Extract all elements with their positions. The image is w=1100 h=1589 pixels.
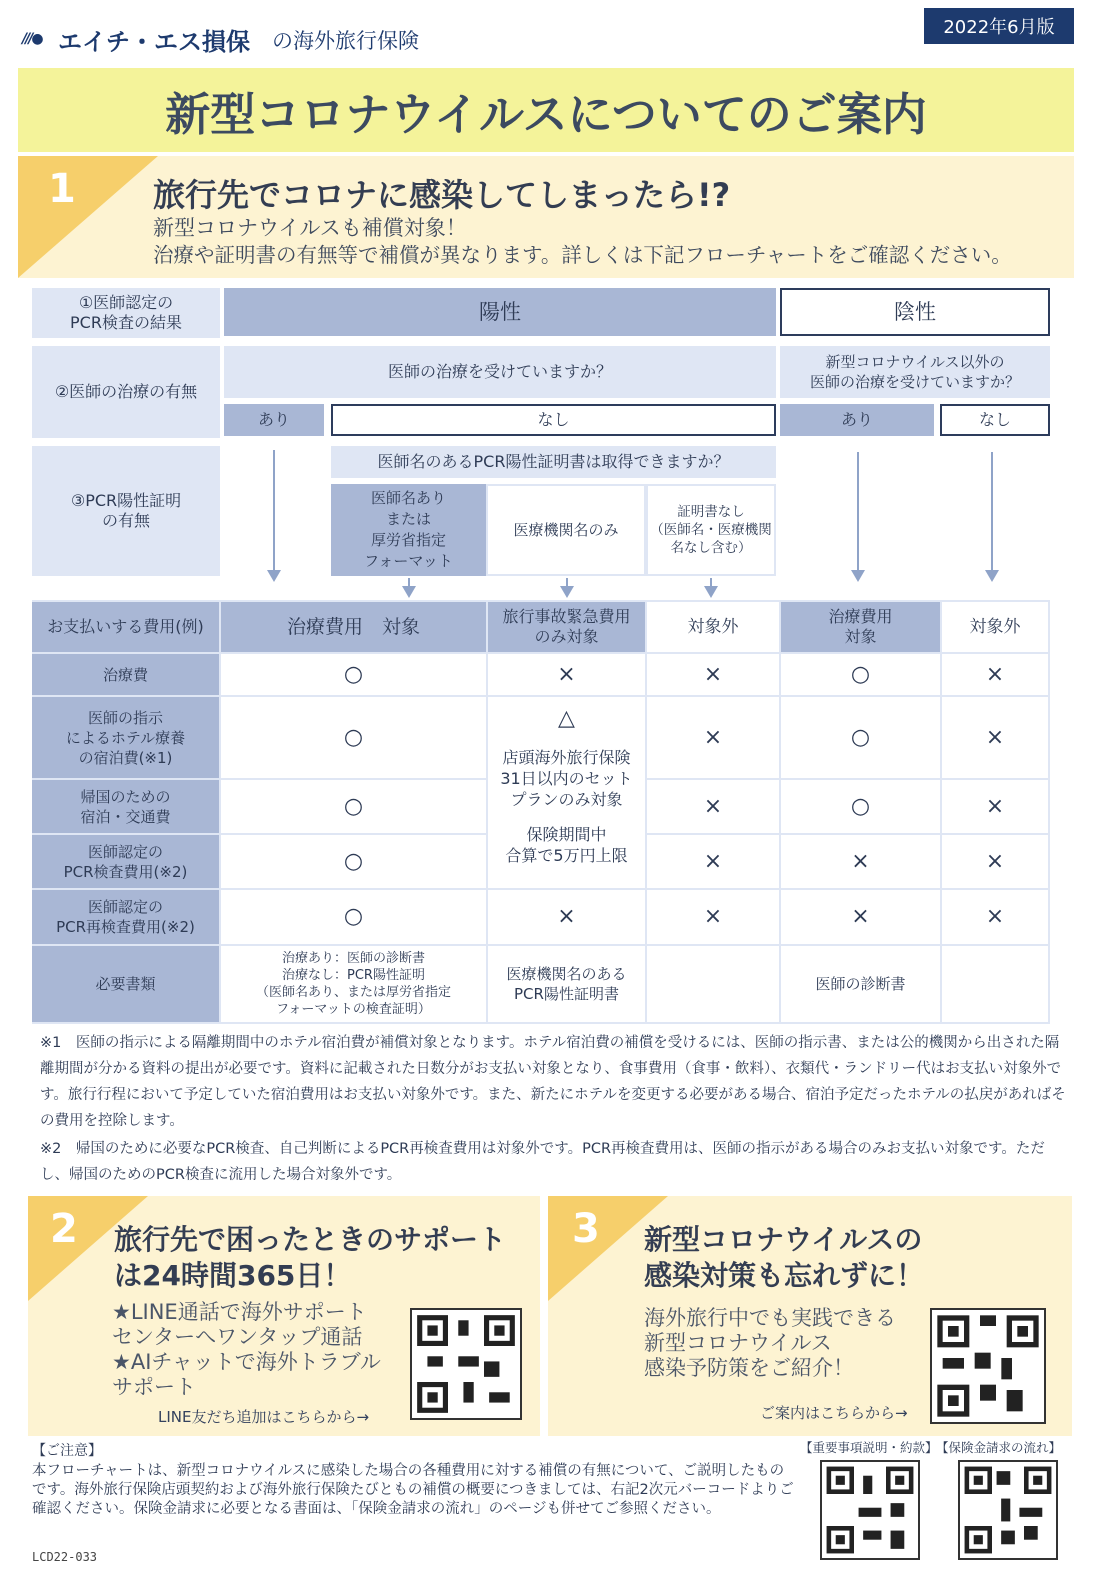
negative-header: 陰性 <box>780 288 1050 336</box>
qr-code-guide[interactable] <box>930 1308 1046 1424</box>
merged-emergency-cell <box>488 697 645 888</box>
q2-positive-question: 医師の治療を受けていますか？ <box>224 346 776 398</box>
section-2-number: 2 <box>50 1206 78 1252</box>
neg-no-treatment: なし <box>940 404 1050 436</box>
docs-col5-empty <box>942 946 1048 1022</box>
table-cell: ○ <box>781 780 940 833</box>
docs-col3-empty <box>647 946 779 1022</box>
footnote-2: ※2 帰国のために必要なPCR検査、自己判断によるPCR再検査費用は対象外です。PCR再検査費用は、医師の指示がある場合のみお支払い対象です。ただし、帰国のためのPCR検査に流用した場合対象外です。 <box>40 1141 1045 1183</box>
q3-question: 医師名のあるPCR陽性証明書は取得できますか？ <box>331 446 776 478</box>
section-3-heading: 新型コロナウイルスの 感染対策も忘れずに！ <box>644 1223 925 1292</box>
table-cell: × <box>647 835 779 888</box>
table-cell: × <box>647 654 779 695</box>
brand-logo-mark: ///● <box>22 31 42 47</box>
table-header-col5: 対象外 <box>942 602 1048 652</box>
caution-body: 本フローチャートは、新型コロナウイルスに感染した場合の各種費用に対する補償の有無について、ご説明したものです。海外旅行保険店頭契約および海外旅行保険たびともの補償の概要につきましては、右記2次元バーコードよりご確認ください。保険金請求に必要となる書面は、「保険金請求の流れ」のページも併せてご参照ください。 <box>32 1463 794 1517</box>
qr-pattern <box>822 1462 918 1558</box>
flow-arrow-4 <box>710 578 712 596</box>
qr-pattern <box>932 1310 1044 1422</box>
table-cell: × <box>942 835 1048 888</box>
option-institution-only: 医療機関名のみ <box>486 484 646 576</box>
section-1-triangle <box>18 156 158 278</box>
option-no-certificate: 証明書なし （医師名・医療機関 名なし含む） <box>646 484 776 576</box>
qr-code-claims[interactable] <box>958 1460 1058 1560</box>
docs-col1: 治療あり：医師の診断書 治療なし：PCR陽性証明 （医師名あり、または厚労省指定 フォーマットの検査証明） <box>221 946 486 1022</box>
pos-yes-treatment: あり <box>224 404 324 436</box>
footnote-1: ※1 医師の指示による隔離期間中のホテル宿泊費が補償対象となります。ホテル宿泊費の補償を受けるには、医師の指示書、または公的機関から出された隔離期間が分かる資料の提出が必要です。資料に記載された日数分がお支払い対象となり、食事費用（食事・飲料）、衣類代・ランドリー代はお支払い対象外です。旅行行程において予定していた宿泊費用はお支払い対象外です。また、新たにホテルを変更する必要がある場合、宿泊予定だったホテルの払戻があればその費用を控除します。 <box>40 1035 1066 1129</box>
line-friend-link[interactable]: LINE友だち追加はこちらから→ <box>158 1408 370 1426</box>
table-cell: × <box>942 890 1048 944</box>
table-header-col4: 治療費用 対象 <box>781 602 940 652</box>
table-cell: ○ <box>221 780 486 833</box>
table-cell: × <box>647 780 779 833</box>
table-cell: × <box>781 890 940 944</box>
table-cell: × <box>647 890 779 944</box>
flow-arrow-1 <box>273 450 275 580</box>
table-cell: × <box>942 654 1048 695</box>
table-cell: ○ <box>221 890 486 944</box>
q2-label: ②医師の治療の有無 <box>32 346 220 438</box>
section-2-heading: 旅行先で困ったときのサポート は24時間365日！ <box>114 1223 507 1292</box>
section-2-body: ★LINE通話で海外サポート センターへワンタップ通話 ★AIチャットで海外トラブル サポート <box>112 1300 381 1399</box>
table-cell: × <box>647 697 779 778</box>
pos-no-treatment: なし <box>331 404 776 436</box>
table-cell: ○ <box>221 654 486 695</box>
qr-pattern <box>960 1462 1056 1558</box>
qr-label-claims: 【保険金請求の流れ】 <box>936 1440 1062 1455</box>
row-label-pcr-retest: 医師認定の PCR再検査費用(※2) <box>32 890 219 944</box>
docs-col4: 医師の診断書 <box>781 946 940 1022</box>
table-cell: ○ <box>781 697 940 778</box>
row-label-treatment: 治療費 <box>32 654 219 695</box>
table-cell: × <box>942 780 1048 833</box>
table-cell: × <box>488 654 645 695</box>
guide-link[interactable]: ご案内はこちらから→ <box>760 1404 908 1422</box>
table-cell: × <box>781 835 940 888</box>
merged-text-limit: 保険期間中 合算で5万円上限 <box>505 825 628 865</box>
section-3-body: 海外旅行中でも実践できる 新型コロナウイルス 感染予防策をご紹介！ <box>644 1306 896 1380</box>
table-cell: × <box>942 697 1048 778</box>
table-cell: ○ <box>221 697 486 778</box>
table-header-col1: 治療費用 対象 <box>221 602 486 652</box>
positive-header: 陽性 <box>224 288 776 336</box>
section-3-number: 3 <box>572 1206 600 1252</box>
document-code: LCD22-033 <box>32 1550 98 1564</box>
merged-text-plan: 店頭海外旅行保険 31日以内のセット プランのみ対象 <box>500 748 633 809</box>
edition-date-badge: 2022年6月版 <box>924 8 1074 44</box>
row-label-documents: 必要書類 <box>32 946 219 1022</box>
qr-label-terms: 【重要事項説明・約款】 <box>800 1440 938 1455</box>
section-1-heading: 旅行先でコロナに感染してしまったら!? <box>153 176 731 214</box>
docs-col2: 医療機関名のある PCR陽性証明書 <box>488 946 645 1022</box>
brand-name: エイチ・エス損保 <box>58 28 250 56</box>
row-label-pcr: 医師認定の PCR検査費用(※2) <box>32 835 219 888</box>
table-cell: ○ <box>221 835 486 888</box>
section-1-number: 1 <box>48 166 76 212</box>
qr-pattern <box>412 1310 520 1418</box>
q2-negative-question: 新型コロナウイルス以外の 医師の治療を受けていますか？ <box>780 346 1050 398</box>
flow-arrow-2 <box>408 578 410 596</box>
table-cell: ○ <box>781 654 940 695</box>
table-header-col2: 旅行事故緊急費用 のみ対象 <box>488 602 645 652</box>
flow-arrow-6 <box>991 452 993 580</box>
flow-arrow-5 <box>857 452 859 580</box>
page-title: 新型コロナウイルスについてのご案内 <box>165 87 927 141</box>
qr-code-line[interactable] <box>410 1308 522 1420</box>
table-cell: × <box>488 890 645 944</box>
qr-code-terms[interactable] <box>820 1460 920 1560</box>
flow-arrow-3 <box>566 578 568 596</box>
section-1-sub1: 新型コロナウイルスも補償対象！ <box>153 216 467 240</box>
brand-subtitle: の海外旅行保険 <box>272 29 419 53</box>
caution-title: 【ご注意】 <box>32 1443 102 1459</box>
neg-yes-treatment: あり <box>780 404 934 436</box>
triangle-mark: △ <box>558 706 575 731</box>
option-doctor-name: 医師名あり または 厚労省指定 フォーマット <box>331 484 486 576</box>
q1-label: ①医師認定の PCR検査の結果 <box>32 288 220 338</box>
section-1-sub2: 治療や証明書の有無等で補償が異なります。詳しくは下記フローチャートをご確認ください。 <box>153 243 1012 267</box>
row-label-return: 帰国のための 宿泊・交通費 <box>32 780 219 833</box>
table-header-col3: 対象外 <box>647 602 779 652</box>
q3-label: ③PCR陽性証明 の有無 <box>32 446 220 576</box>
row-label-hotel: 医師の指示 によるホテル療養 の宿泊費(※1) <box>32 697 219 778</box>
table-header-label: お支払いする費用(例) <box>32 602 219 652</box>
